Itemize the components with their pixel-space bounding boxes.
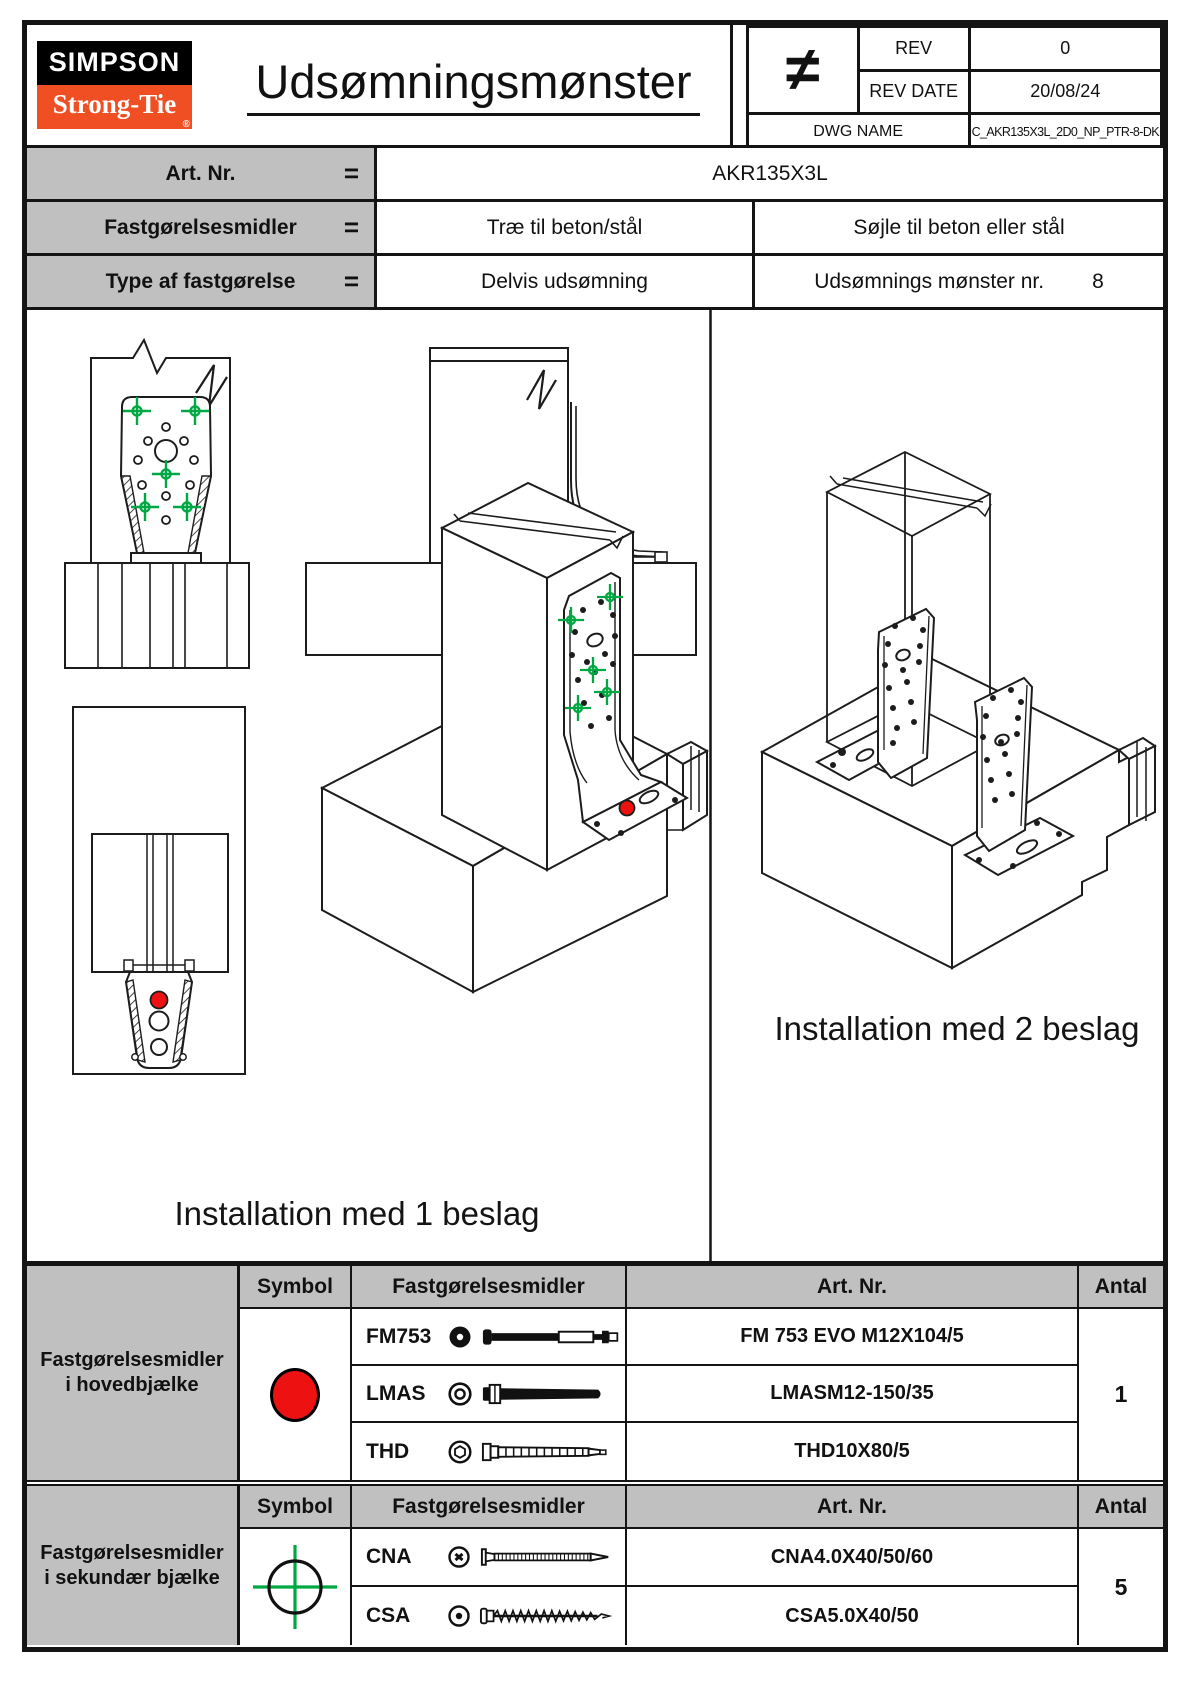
iso-view-2-brackets bbox=[762, 452, 1155, 968]
header-antal: Antal bbox=[1079, 1486, 1163, 1529]
header-art-nr: Art. Nr. bbox=[627, 1266, 1079, 1309]
page-title: Udsømningsmønster bbox=[247, 54, 699, 116]
fastener-code: THD bbox=[366, 1439, 410, 1463]
info-row-art-nr bbox=[27, 148, 1163, 202]
pattern-nr-cell bbox=[755, 256, 1163, 307]
fm753-bolt-glyph bbox=[481, 1324, 625, 1350]
double-ring-icon bbox=[447, 1381, 472, 1407]
equals-sign: = bbox=[343, 211, 359, 242]
header-antal: Antal bbox=[1079, 1266, 1163, 1309]
caption-installation-2: Installation med 2 beslag bbox=[774, 1010, 1140, 1047]
type-label: Type af fastgørelse = bbox=[27, 256, 377, 307]
caption-installation-1: Installation med 1 beslag bbox=[174, 1195, 540, 1232]
title-area bbox=[217, 25, 730, 145]
equals-sign: = bbox=[343, 265, 359, 296]
header-fasteners: Fastgørelsesmidler bbox=[352, 1266, 627, 1309]
fastener-row-cna bbox=[352, 1529, 627, 1587]
fastener-code: LMAS bbox=[366, 1381, 426, 1405]
drawing-area bbox=[27, 310, 1163, 1261]
art-nr-thd: THD10X80/5 bbox=[627, 1423, 1079, 1480]
front-view-drawing bbox=[65, 340, 249, 668]
fasteners-label: Fastgørelsesmidler = bbox=[27, 202, 377, 253]
drawing-sheet bbox=[22, 20, 1168, 1652]
fastener-code: FM753 bbox=[366, 1324, 432, 1348]
art-nr-lmas: LMASM12-150/35 bbox=[627, 1366, 1079, 1423]
fastener-code: CSA bbox=[366, 1604, 411, 1627]
header-symbol: Symbol bbox=[240, 1486, 352, 1529]
secondary-beam-symbol-cell bbox=[240, 1529, 352, 1645]
rev-value: 0 bbox=[969, 27, 1161, 71]
csa-screw-glyph bbox=[479, 1603, 625, 1629]
anchor-marker-red bbox=[620, 801, 635, 816]
art-nr-cna: CNA4.0X40/50/60 bbox=[627, 1529, 1079, 1587]
fastener-row-csa bbox=[352, 1587, 627, 1645]
info-row-fasteners bbox=[27, 202, 1163, 256]
equals-sign: = bbox=[343, 157, 359, 188]
header-fasteners: Fastgørelsesmidler bbox=[352, 1486, 627, 1529]
pattern-nr-value: 8 bbox=[1092, 269, 1104, 293]
anchor-marker-red bbox=[151, 992, 168, 1009]
fastener-row-thd bbox=[352, 1423, 627, 1480]
fastener-table-main-beam bbox=[27, 1261, 1163, 1480]
rev-date-value: 20/08/24 bbox=[969, 70, 1161, 114]
dwg-name-value: C_AKR135X3L_2D0_NP_PTR-8-DK bbox=[969, 114, 1161, 149]
fastener-code: CNA bbox=[366, 1545, 412, 1568]
technical-drawing bbox=[27, 310, 1163, 1261]
art-nr-label: Art. Nr. = bbox=[27, 148, 377, 199]
cna-nail-glyph bbox=[479, 1544, 625, 1570]
main-beam-label: Fastgørelsesmidler i hovedbjælke bbox=[27, 1266, 240, 1480]
logo-simpson-text: SIMPSON bbox=[37, 41, 192, 85]
secondary-beam-antal: 5 bbox=[1079, 1529, 1163, 1645]
green-crosshair-symbol bbox=[249, 1541, 341, 1633]
secondary-beam-label: Fastgørelsesmidler i sekundær bjælke bbox=[27, 1486, 240, 1645]
info-row-type bbox=[27, 256, 1163, 310]
logo-area bbox=[27, 25, 217, 145]
ring-dot-icon bbox=[447, 1604, 470, 1628]
lmas-bolt-glyph bbox=[481, 1381, 625, 1407]
fastener-table-secondary-beam bbox=[27, 1480, 1163, 1645]
iso-view-1-bracket bbox=[322, 483, 707, 992]
not-equal-stamp: ≠ bbox=[747, 27, 858, 114]
red-circle-symbol bbox=[270, 1368, 320, 1422]
revision-block bbox=[730, 25, 1163, 145]
logo-strongtie-text: Strong-Tie ® bbox=[37, 85, 192, 129]
fastener-row-lmas bbox=[352, 1366, 627, 1423]
fastener-row-fm753 bbox=[352, 1309, 627, 1366]
thd-screw-glyph bbox=[481, 1439, 625, 1465]
header-symbol: Symbol bbox=[240, 1266, 352, 1309]
main-beam-symbol-cell bbox=[240, 1309, 352, 1480]
art-nr-value: AKR135X3L bbox=[712, 161, 828, 185]
info-table bbox=[27, 148, 1163, 310]
rev-date-label: REV DATE bbox=[858, 70, 969, 114]
dwg-name-label: DWG NAME bbox=[747, 114, 969, 149]
art-nr-fm753: FM 753 EVO M12X104/5 bbox=[627, 1309, 1079, 1366]
main-beam-antal: 1 bbox=[1079, 1309, 1163, 1480]
bolt-head-dot-icon bbox=[447, 1324, 472, 1350]
fasteners-value-2: Søjle til beton eller stål bbox=[853, 215, 1065, 239]
title-bar bbox=[27, 25, 1163, 148]
rev-label: REV bbox=[858, 27, 969, 71]
simpson-strongtie-logo bbox=[37, 41, 192, 129]
plan-view-drawing bbox=[73, 707, 245, 1074]
rev-table bbox=[746, 25, 1163, 148]
fasteners-value-1: Træ til beton/stål bbox=[377, 202, 755, 253]
registered-mark: ® bbox=[182, 119, 190, 130]
pattern-nr-label: Udsømnings mønster nr. bbox=[814, 269, 1045, 293]
ring-hex-icon bbox=[447, 1439, 472, 1465]
type-value-1: Delvis udsømning bbox=[377, 256, 755, 307]
nail-head-cross-icon bbox=[447, 1545, 470, 1569]
header-art-nr: Art. Nr. bbox=[627, 1486, 1079, 1529]
art-nr-csa: CSA5.0X40/50 bbox=[627, 1587, 1079, 1645]
